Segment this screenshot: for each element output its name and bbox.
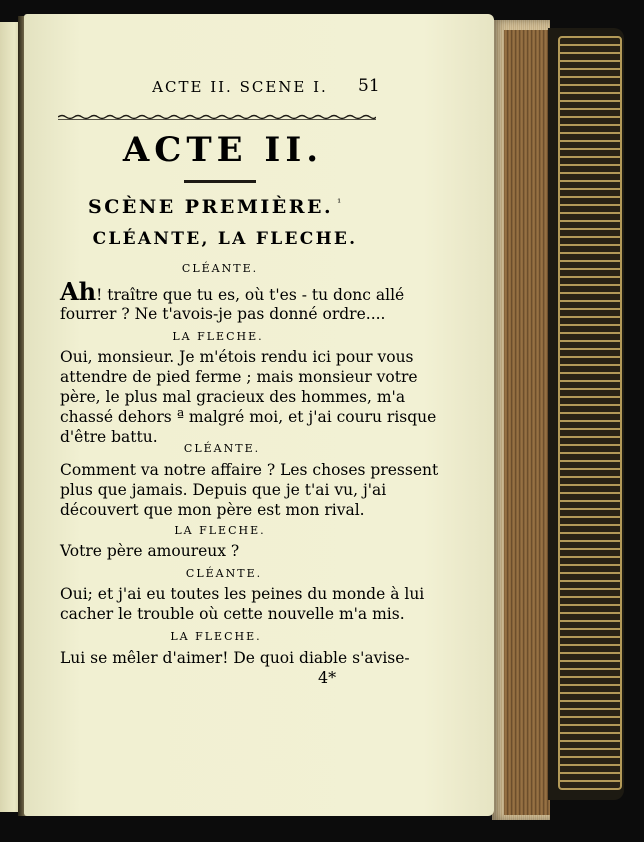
speech-line: Comment va notre affaire ? Les choses pressent [60,461,439,479]
title-rule [184,180,256,183]
speech-line: attendre de pied ferme ; mais monsieur votre [60,368,418,386]
page-block-edge [504,30,550,815]
speech-line: chassé dehors ª malgré moi, et j'ai couru risque [60,408,437,426]
speaker-label: CLÉANTE. [183,442,261,455]
speaker-label: LA FLECHE. [170,630,262,643]
cover-decorative-border [558,36,622,790]
signature-mark: 4* [318,668,337,687]
speech-line: découvert que mon père est mon rival. [60,501,365,519]
speech-line: Lui se mêler d'aimer! De quoi diable s'avise- [60,649,410,667]
page-number: 51 [358,76,380,96]
speech-line: plus que jamais. Depuis que je t'ai vu, j'ai [60,481,387,499]
speech-line: père, le plus mal gracieux des hommes, m'a [60,388,406,406]
speech-line: Oui; et j'ai eu toutes les peines du monde à lui [60,585,425,603]
running-head: ACTE II. SCENE I. [152,78,328,96]
speaker-label: CLÉANTE. [185,567,263,580]
speech-line: Oui, monsieur. Je m'étois rendu ici pour vous [60,348,414,366]
speech-line: fourrer ? Ne t'avois-je pas donné ordre.... [60,305,386,323]
ornamental-rule [58,114,376,120]
speech-line: cacher le trouble où cette nouvelle m'a mis. [60,605,405,623]
cast-list: CLÉANTE, LA FLECHE. [92,229,358,249]
speech-line: Votre père amoureux ? [60,542,240,560]
speaker-label: LA FLECHE. [172,330,264,343]
scene-title [88,196,358,218]
speaker-label: LA FLECHE. [174,524,266,537]
speech-line: d'être battu. [60,428,158,446]
speaker-label: CLÉANTE. [181,262,259,275]
drop-cap: Ah [60,277,97,306]
speech-line [60,277,405,306]
scene-title-text: SCÈNE PREMIÈRE. [88,196,334,218]
act-title: ACTE II. [122,130,324,170]
speech-text: ! traître que tu es, où t'es - tu donc allé [96,286,405,304]
footnote-mark: ¹ [337,197,344,209]
